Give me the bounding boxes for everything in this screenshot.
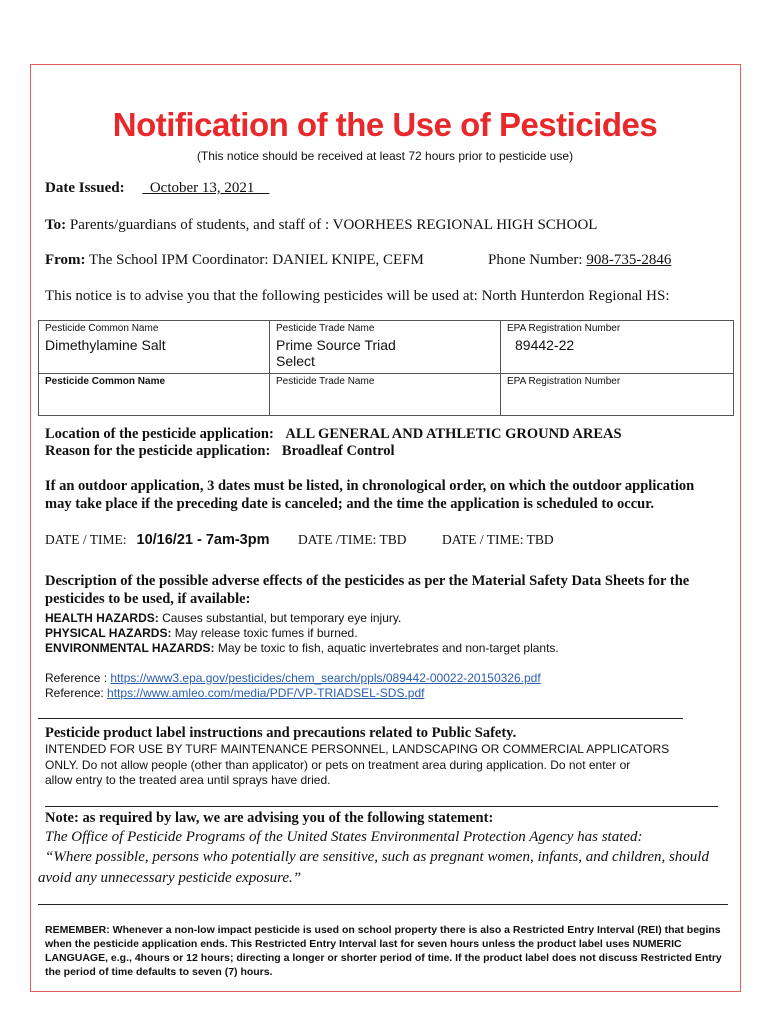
- hazard-text: May be toxic to fish, aquatic invertebrates and non-target plants.: [217, 641, 559, 655]
- statement-line-3: avoid any unnecessary pesticide exposure.”: [38, 870, 302, 886]
- label-text-line-3: allow entry to the treated area until sprays have dried.: [45, 773, 331, 787]
- label-heading: Pesticide product label instructions and precautions related to Public Safety.: [45, 725, 517, 741]
- date-issued-label: Date Issued:: [45, 180, 125, 196]
- label-text-line-2: ONLY. Do not allow people (other than applicator) or pets on treatment area during application. Do not enter or: [45, 758, 631, 772]
- date-issued-row: [45, 180, 269, 197]
- statement-line-1: The Office of Pesticide Programs of the United States Environmental Protection Agency has stated:: [45, 829, 643, 845]
- table-cell: [501, 321, 734, 374]
- outdoor-note-line-2: may take place if the preceding date is canceled; and the time the application is scheduled to occur.: [45, 496, 654, 512]
- location-row: [45, 426, 622, 443]
- reference-label: Reference:: [45, 686, 108, 700]
- table-cell: [39, 374, 270, 416]
- hazard-text: Causes substantial, but temporary eye injury.: [162, 611, 402, 625]
- reference-link[interactable]: https://www3.epa.gov/pesticides/chem_search/ppls/089442-00022-20150326.pdf: [110, 671, 541, 685]
- page-subtitle: (This notice should be received at least 72 hours prior to pesticide use): [196, 149, 574, 163]
- pesticide-common-name: Dimethylamine Salt: [45, 337, 166, 353]
- cell-label: Pesticide Common Name: [45, 376, 166, 387]
- hazard-text: May release toxic fumes if burned.: [174, 626, 358, 640]
- reference-2: [45, 686, 424, 700]
- date-time-label: DATE / TIME:: [45, 532, 127, 547]
- statement-line-2: “Where possible, persons who potentially are sensitive, such as pregnant women, infants, and children, should: [45, 849, 709, 865]
- date-time-2: [298, 532, 407, 548]
- to-text: Parents/guardians of students, and staff of : VOORHEES REGIONAL HIGH SCHOOL: [69, 217, 598, 233]
- outdoor-note-line-1: If an outdoor application, 3 dates must be listed, in chronological order, on which the outdoor application: [45, 478, 695, 494]
- table-row: [39, 321, 734, 374]
- reference-link[interactable]: https://www.amleo.com/media/PDF/VP-TRIADSEL-SDS.pdf: [107, 686, 425, 700]
- date-time-value: TBD: [526, 532, 554, 547]
- pesticide-table: [38, 320, 734, 416]
- physical-hazards: [45, 626, 358, 640]
- from-text: The School IPM Coordinator: DANIEL KNIPE, CEFM: [89, 252, 424, 268]
- reference-label: Reference :: [45, 671, 111, 685]
- table-cell: [270, 374, 501, 416]
- reference-1: [45, 671, 541, 685]
- from-label: From:: [45, 252, 86, 268]
- notice-text: This notice is to advise you that the following pesticides will be used at: North Hunterdon Regional HS:: [45, 288, 670, 304]
- cell-label: Pesticide Common Name: [45, 323, 159, 334]
- table-cell: [501, 374, 734, 416]
- date-time-3: [442, 532, 554, 548]
- phone-label: Phone Number:: [488, 252, 583, 268]
- cell-label: EPA Registration Number: [507, 376, 621, 387]
- date-time-1: [45, 531, 270, 549]
- phone-row: [488, 252, 671, 269]
- divider: [38, 904, 728, 905]
- from-row: [45, 252, 424, 269]
- date-issued-value: October 13, 2021: [149, 180, 255, 196]
- hazard-label: ENVIRONMENTAL HAZARDS:: [45, 641, 215, 655]
- law-heading: Note: as required by law, we are advising you of the following statement:: [45, 810, 494, 826]
- environmental-hazards: [45, 641, 559, 655]
- reason-label: Reason for the pesticide application:: [45, 443, 271, 459]
- phone-value: 908-735-2846: [586, 252, 672, 268]
- to-label: To:: [45, 217, 67, 233]
- divider: [45, 806, 718, 807]
- date-time-label: DATE /TIME:: [298, 532, 377, 547]
- remember-note: REMEMBER: Whenever a non-low impact pesticide is used on school property there is also a Restricted Entry Interval (REI) that begins when the pesticide application ends. This Restricted Entry Interval last for seven hours unless the product label uses NUMERIC LANGUAGE, e.g., 4hours or 12 hours; directing a longer or shorter period of time. If the product label does not discuss Restricted Entry the period of time defaults to seven (7) hours.: [45, 924, 722, 978]
- table-row: [39, 374, 734, 416]
- location-label: Location of the pesticide application:: [45, 426, 274, 442]
- page-title: Notification of the Use of Pesticides: [112, 106, 658, 143]
- pesticide-trade-name: Prime Source Triad Select: [276, 337, 396, 369]
- cell-label: Pesticide Trade Name: [276, 323, 375, 334]
- table-cell: [39, 321, 270, 374]
- reason-value: Broadleaf Control: [281, 443, 395, 459]
- health-hazards: [45, 611, 401, 625]
- hazard-label: HEALTH HAZARDS:: [45, 611, 159, 625]
- cell-label: Pesticide Trade Name: [276, 376, 375, 387]
- location-value: ALL GENERAL AND ATHLETIC GROUND AREAS: [285, 426, 622, 442]
- table-cell: [270, 321, 501, 374]
- epa-registration-number: 89442-22: [515, 337, 575, 353]
- cell-label: EPA Registration Number: [507, 323, 621, 334]
- reason-row: [45, 443, 395, 460]
- hazard-label: PHYSICAL HAZARDS:: [45, 626, 172, 640]
- date-time-value: 10/16/21 - 7am-3pm: [136, 532, 270, 548]
- date-time-value: TBD: [379, 532, 407, 547]
- effects-heading-line-1: Description of the possible adverse effects of the pesticides as per the Material Safety Data Sheets for the: [45, 573, 690, 589]
- date-time-label: DATE / TIME:: [442, 532, 524, 547]
- effects-heading-line-2: pesticides to be used, if available:: [45, 591, 251, 607]
- label-text-line-1: INTENDED FOR USE BY TURF MAINTENANCE PERSONNEL, LANDSCAPING OR COMMERCIAL APPLICATORS: [45, 742, 670, 756]
- divider: [38, 718, 683, 719]
- to-row: [45, 217, 597, 234]
